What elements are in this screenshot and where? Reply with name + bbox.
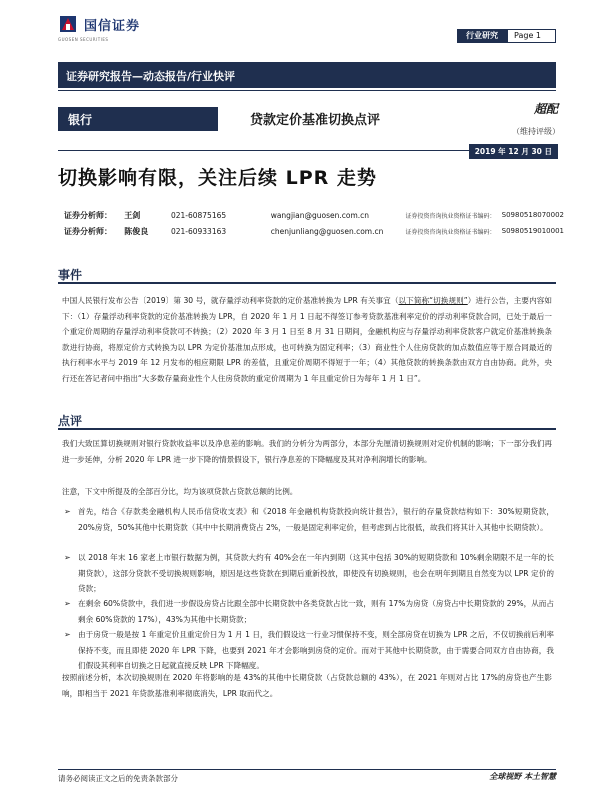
footer-divider [58, 769, 556, 770]
sector-label: 银行 [58, 107, 218, 131]
event-paragraph [62, 293, 552, 386]
analyst-phone: 021-60933163 [170, 226, 227, 236]
bullet-item [62, 504, 554, 535]
analyst-list [64, 207, 564, 239]
bullet-arrow-icon: ➢ [64, 507, 71, 516]
event-text-a: 中国人民银行发布公告〔2019〕第 30 号，就存量浮动利率贷款的定价基准转换为 LPR 有关事宜（ [62, 296, 399, 305]
bullet-item [62, 596, 554, 627]
company-logo [58, 14, 140, 34]
analyst-cert: S0980518070002 [501, 211, 564, 219]
rating-note: （维持评级） [512, 127, 560, 136]
switch-rule-reference: 以下简称“切换规则” [398, 296, 468, 305]
footer-slogan: 全球视野 本土智慧 [489, 772, 556, 781]
bullet-arrow-icon: ➢ [64, 553, 71, 562]
guosen-logo-icon [58, 14, 78, 34]
comment-paragraph-1: 我们大致匡算切换规则对银行贷款收益率以及净息差的影响。我们的分析分为两部分，本部分先厘清切换规则对定价机制的影响；下一部分我们再进一步延伸，分析 2020 年 LPR 进一步下降的情景假设下，银行净息差的下降幅度及其对净利润增长的影响。 [62, 439, 552, 464]
analyst-row [64, 223, 564, 239]
analyst-phone: 021-60875165 [170, 210, 227, 220]
logo-name: 国信证券 [84, 18, 141, 34]
analyst-name: 王剑 [124, 210, 141, 220]
bullet-item [62, 627, 554, 674]
analyst-email[interactable]: chenjunliang@guosen.com.cn [270, 226, 384, 236]
bullet-text: 由于房贷一般是按 1 年重定价且重定价日为 1 月 1 日，我们假设这一行业习惯保持不变，则全部房贷在切换为 LPR 之后，不仅切换前后利率保持不变，而且即使 2020 年 LPR 下降，也要到 2021 年才会影响到房贷的定价。而对于其他中长期贷款，由于需要合同双方自由协商，我们假设其利率自切换之日起就直接反映 LPR 下降幅度。 [78, 630, 554, 670]
report-date: 2019 年 12 月 30 日 [469, 144, 558, 159]
footer-disclaimer: 请务必阅读正文之后的免责条款部分 [58, 774, 178, 783]
analyst-row [64, 207, 564, 223]
analyst-cert-label: 证券投资咨询执业资格证书编码： [405, 212, 496, 220]
comment-paragraph-2: 注意，下文中所提及的全部百分比，均为该项贷款占贷款总额的比例。 [62, 487, 298, 496]
headline: 切换影响有限，关注后续 LPR 走势 [58, 167, 377, 189]
bullet-item [62, 550, 554, 597]
logo-subtitle: GUOSEN SECURITIES [58, 37, 109, 42]
section-heading-comment: 点评 [58, 412, 556, 430]
comment-paragraph-3: 按照前述分析，本次切换规则在 2020 年将影响的是 43%的其他中长期贷款（占贷款总额的 43%），在 2021 年则对占比 17%的房贷也产生影响，即相当于 2021 年贷款基准利率彻底消失，LPR 取而代之。 [62, 673, 552, 698]
page-number: Page 1 [507, 29, 556, 43]
bullet-text: 以 2018 年末 16 家老上市银行数据为例，其贷款大约有 40%会在一年内到期（这其中包括 30%的短期贷款和 10%剩余期限不足一年的长期贷款），这部分贷款不受切换规则影响，原因是这些贷款在到期后重新投放，即使没有切换规则，也会在明年到期且自然变为以 LPR 定价的贷款； [78, 553, 554, 593]
report-title: 贷款定价基准切换点评 [250, 113, 381, 128]
analyst-cert: S0980519010001 [501, 227, 564, 235]
analyst-email[interactable]: wangjian@guosen.com.cn [270, 210, 370, 220]
analyst-cert-label: 证券投资咨询执业资格证书编码： [405, 228, 496, 236]
bullet-text: 在剩余 60%贷款中，我们进一步假设房贷占比跟全部中长期贷款中各类贷款占比一致，则有 17%为房贷（房贷占中长期贷款的 29%，从而占剩余 60%贷款的 17%），43%为其他中长期贷款； [78, 599, 554, 624]
analyst-title: 证券分析师： [64, 210, 112, 220]
bullet-arrow-icon: ➢ [64, 630, 71, 639]
doc-type-tag: 行业研究 [457, 29, 507, 43]
analyst-title: 证券分析师： [64, 226, 112, 236]
report-type-banner: 证券研究报告—动态报告/行业快评 [58, 62, 556, 88]
bullet-text: 首先，结合《存款类金融机构人民币信贷收支表》和《2018 年金融机构贷款投向统计报告》，银行的存量贷款结构如下：30%短期贷款，20%房贷，50%其他中长期贷款（其中中长期消费贷占 2%，一般是固定利率定价，但考虑到占比很低，故我们将其计入其他中长期贷款）。 [78, 507, 554, 532]
bullet-arrow-icon: ➢ [64, 599, 71, 608]
event-text-b: ）进行公告，主要内容如下：（1）存量浮动利率贷款的定价基准转换为 LPR，自 2020 年 1 月 1 日起不得签订参考贷款基准利率定价的浮动利率贷款合同，已处于最后一个重定价周期的存量浮动利率贷款可不转换；（2）2020 年 3 月 1 日至 8 月 31 日期间，金融机构应与存量浮动利率贷款客户就定价基准转换条款进行协商，将原定价方式转换为以 LPR 为定价基准加点形成，也可转换为固定利率；（3）商业性个人住房贷款的加点数值应等于原合同最近的执行利率水平与 2019 年 12 月发布的相应期限 LPR 的差值，且重定价周期不得短于一年；（4）其他贷款的转换条款由双方自由协商。此外，央行还在答记者问中指出“大多数存量商业性个人住房贷款的重定价周期为 1 年且重定价日为每年 1 月 1 日”。 [62, 296, 552, 383]
analyst-name: 陈俊良 [124, 226, 149, 236]
section-heading-event: 事件 [58, 266, 556, 284]
header-tags [457, 29, 556, 43]
rating: 超配 [533, 102, 558, 116]
banner-divider [58, 90, 556, 91]
